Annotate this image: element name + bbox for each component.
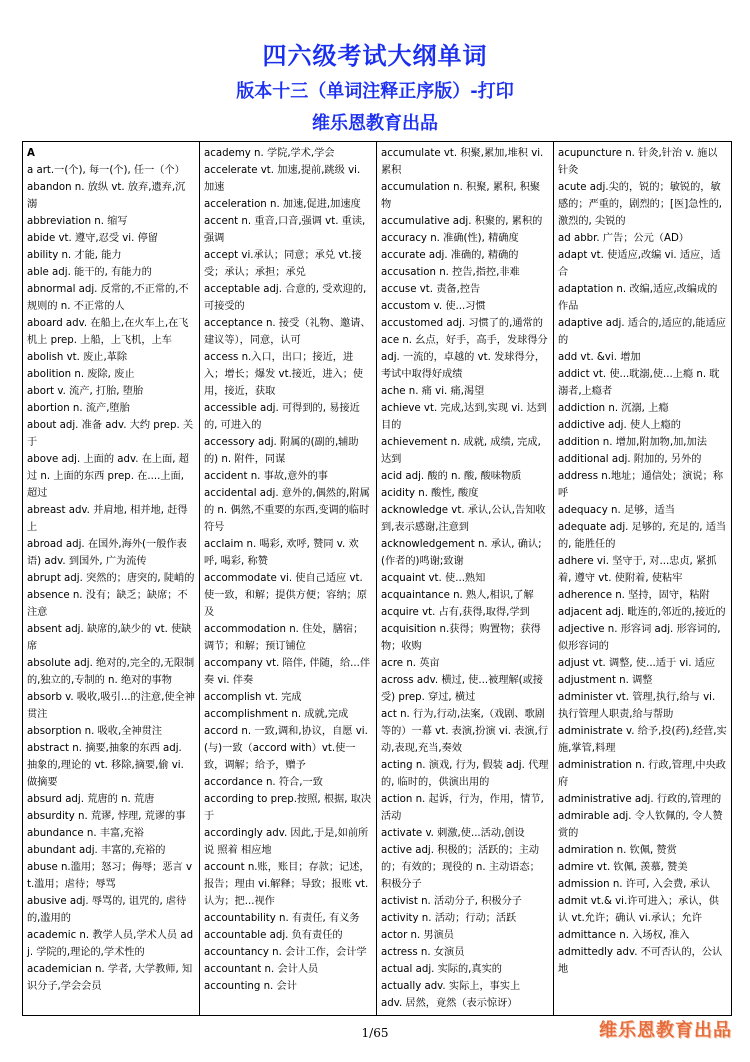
vocabulary-entry: acupuncture n. 针灸,针治 v. 施以针灸 [558,148,718,176]
vocabulary-entry: accommodation n. 住处，膳宿；调节；和解；预订铺位 [204,624,364,652]
vocabulary-entry: adequacy n. 足够，适当 [558,505,675,516]
vocabulary-entry: accountancy n. 会计工作，会计学 [204,947,367,958]
vocabulary-entry: adjust vt. 调整, 使...适于 vi. 适应 [558,658,716,669]
vocabulary-entry: ad abbr. 广告；公元（AD） [558,233,689,244]
vocabulary-entry: about adj. 准备 adv. 大约 prep. 关于 [27,420,194,448]
vocabulary-entry: accountability n. 有责任, 有义务 [204,913,360,924]
vocabulary-entry: act n. 行为,行动,法案,（戏剧、歌剧等的）一幕 vt. 表演,扮演 vi. 表演,行动,表现,充当,奏效 [381,709,549,754]
vocabulary-entry: acquisition n.获得；购置物；获得物；收购 [381,624,541,652]
vocabulary-entry: actually adv. 实际上，事实上 [381,981,521,992]
vocabulary-entry: adjective n. 形容词 adj. 形容词的,似形容词的 [558,624,721,652]
vocabulary-column-2 [200,142,377,1015]
vocabulary-entry: addictive adj. 使人上瘾的 [558,420,681,431]
vocabulary-entry: access n.入口，出口；接近，进入；增长；爆发 vt.接近，进入；使用，接近，获取 [204,352,364,397]
vocabulary-entry: abundant adj. 丰富的,充裕的 [27,845,166,856]
vocabulary-entry: activity n. 活动；行动；活跃 [381,913,517,924]
publisher-watermark: 维乐恩教育出品 [599,1020,732,1041]
vocabulary-entry: abolition n. 废除, 废止 [27,369,135,380]
vocabulary-entry: accidental adj. 意外的,偶然的,附属的 n. 偶然,不重要的东西,变调的临时符号 [204,488,370,533]
vocabulary-entry: adv. 居然，竟然（表示惊讶） [381,998,518,1009]
vocabulary-entry: abandon n. 放纵 vt. 放弃,遗弃,沉溺 [27,182,186,210]
vocabulary-entry: accelerate vt. 加速,提前,跳级 vi. 加速 [204,165,361,193]
document-subtitle: 版本十三（单词注释正序版）-打印 [236,81,514,102]
vocabulary-entry: additional adj. 附加的, 另外的 [558,454,702,465]
vocabulary-entry: accuracy n. 准确(性), 精确度 [381,233,519,244]
vocabulary-entry: acquire vt. 占有,获得,取得,学到 [381,607,530,618]
vocabulary-entry: addict vt. 使...耽溺,使...上瘾 n. 耽溺者,上瘾者 [558,369,720,397]
vocabulary-entry: accord n. 一致,调和,协议，自愿 vi. (与)一致（accord with）vt.使一致，调解；给予，赠予 [204,726,368,771]
vocabulary-column-1 [23,142,200,1015]
vocabulary-entry: acknowledgement n. 承认, 确认;(作者的)鸣谢;致谢 [381,539,542,567]
vocabulary-entry: administration n. 行政,管理,中央政府 [558,760,726,788]
vocabulary-entry: administrate v. 给予,投(药),经营,实施,掌管,料理 [558,726,727,754]
document-publisher: 维乐恩教育出品 [312,113,438,134]
vocabulary-entry: aboard adv. 在船上,在火车上,在飞机上 prep. 上船，上飞机，上车 [27,318,189,346]
vocabulary-entry: across adv. 横过, 使...被理解(或接受) prep. 穿过, 横过 [381,675,543,703]
vocabulary-entry: acclaim n. 喝彩, 欢呼, 赞同 v. 欢呼, 喝彩, 称赞 [204,539,359,567]
vocabulary-entry: activate v. 刺激,使...活动,创设 [381,828,525,839]
vocabulary-entry: adequate adj. 足够的, 充足的, 适当的, 能胜任的 [558,522,727,550]
vocabulary-entry: abundance n. 丰富,充裕 [27,828,144,839]
vocabulary-entry: abroad adj. 在国外,海外(一般作表语) adv. 到国外, 广为流传 [27,539,187,567]
vocabulary-entry: accessory adj. 附属的(副的,辅助的) n. 附件，同谋 [204,437,359,465]
vocabulary-entry: academic n. 教学人员,学术人员 adj. 学院的,理论的,学术性的 [27,930,194,958]
vocabulary-entry: a art.一(个), 每一(个), 任一（个） [27,165,185,176]
vocabulary-entry: abstract n. 摘要,抽象的东西 adj. 抽象的,理论的 vt. 移除,摘要,偷 vi. 做摘要 [27,743,184,788]
vocabulary-entry: academy n. 学院,学术,学会 [204,148,335,159]
vocabulary-entry: admiration n. 钦佩, 赞赏 [558,845,677,856]
vocabulary-entry: acceleration n. 加速,促进,加速度 [204,199,361,210]
vocabulary-entry: according to prep.按照, 根据, 取决于 [204,794,372,822]
vocabulary-entry: acceptable adj. 合意的, 受欢迎的,可接受的 [204,284,367,312]
vocabulary-entry: admittedly adv. 不可否认的，公认地 [558,947,723,975]
vocabulary-entry: abuse n.滥用；怒习；侮辱；恶言 vt.滥用；虐待；辱骂 [27,862,193,890]
vocabulary-entry: abnormal adj. 反常的,不正常的,不规则的 n. 不正常的人 [27,284,189,312]
vocabulary-entry: action n. 起诉，行为，作用，情节,活动 [381,794,544,822]
document-header [0,40,750,138]
vocabulary-entry: acting n. 演戏, 行为, 假装 adj. 代理的, 临时的，供演出用的 [381,760,549,788]
vocabulary-column-4 [554,142,731,1015]
vocabulary-entry: adaptive adj. 适合的,适应的,能适应的 [558,318,726,346]
vocabulary-entry: accordance n. 符合,一致 [204,777,323,788]
vocabulary-entry: acidity n. 酸性, 酸度 [381,488,479,499]
vocabulary-entry: acre n. 英亩 [381,658,440,669]
section-letter: A [27,148,35,159]
vocabulary-entry: accurate adj. 准确的, 精确的 [381,250,519,261]
vocabulary-entry: addition n. 增加,附加物,加,加法 [558,437,707,448]
vocabulary-entry: admirable adj. 令人钦佩的, 令人赞赏的 [558,811,723,839]
vocabulary-entry: accident n. 事故,意外的事 [204,471,328,482]
document-title: 四六级考试大纲单词 [262,42,488,70]
vocabulary-entry: abbreviation n. 缩写 [27,216,128,227]
vocabulary-entry: adjacent adj. 毗连的,邻近的,接近的 [558,607,726,618]
vocabulary-entry: above adj. 上面的 adv. 在上面, 超过 n. 上面的东西 prep. 在....上面, 超过 [27,454,189,499]
vocabulary-entry: add vt. &vi. 增加 [558,352,641,363]
vocabulary-entry: achievement n. 成就, 成绩, 完成, 达到 [381,437,541,465]
vocabulary-entry: adhere vi. 坚守于, 对...忠贞, 紧抓着, 遵守 vt. 使附着, 使粘牢 [558,556,717,584]
vocabulary-entry: accountant n. 会计人员 [204,964,319,975]
vocabulary-entry: accent n. 重音,口音,强调 vt. 重读,强调 [204,216,366,244]
vocabulary-entry: abusive adj. 辱骂的, 诅咒的, 虐待的,滥用的 [27,896,187,924]
vocabulary-entry: acquaint vt. 使...熟知 [381,573,486,584]
vocabulary-entry: accustom v. 使...习惯 [381,301,486,312]
vocabulary-entry: absurd adj. 荒唐的 n. 荒唐 [27,794,155,805]
vocabulary-entry: accumulation n. 积聚, 累积, 积聚物 [381,182,541,210]
vocabulary-entry: abolish vt. 废止,革除 [27,352,128,363]
vocabulary-entry: accustomed adj. 习惯了的,通常的 [381,318,543,329]
vocabulary-entry: accumulative adj. 积聚的, 累积的 [381,216,543,227]
vocabulary-entry: academician n. 学者, 大学教师, 知识分子,学会会员 [27,964,193,992]
vocabulary-entry: accounting n. 会计 [204,981,297,992]
vocabulary-entry: admit vt.& vi.许可进入；承认，供认 vt.允许；确认 vi.承认；允许 [558,896,719,924]
vocabulary-entry: abort v. 流产, 打胎, 堕胎 [27,386,144,397]
vocabulary-entry: acid adj. 酸的 n. 酸, 酸味物质 [381,471,522,482]
vocabulary-entry: addiction n. 沉溺, 上瘾 [558,403,669,414]
vocabulary-entry: absent adj. 缺席的,缺少的 vt. 使缺席 [27,624,192,652]
vocabulary-entry: accommodate vi. 使自己适应 vt. 使一致，和解；提供方便；容纳；原及 [204,573,367,618]
vocabulary-entry: absence n. 没有；缺乏；缺席；不注意 [27,590,188,618]
vocabulary-entry: abrupt adj. 突然的；唐突的, 陡峭的 [27,573,195,584]
vocabulary-entry: achieve vt. 完成,达到,实现 vi. 达到目的 [381,403,547,431]
vocabulary-entry: accomplishment n. 成就,完成 [204,709,349,720]
vocabulary-entry: acute adj.尖的，锐的；敏锐的，敏感的；严重的，剧烈的；[医]急性的, 激烈的, 尖锐的 [558,182,722,227]
vocabulary-entry: adaptation n. 改编,适应,改编成的作品 [558,284,718,312]
vocabulary-entry: accumulate vt. 积聚,累加,堆积 vi. 累积 [381,148,544,176]
vocabulary-entry: absolute adj. 绝对的,完全的,无限制的,独立的,专制的 n. 绝对的事物 [27,658,195,686]
page-number: 1/65 [361,1026,389,1040]
vocabulary-entry: administrative adj. 行政的,管理的 [558,794,722,805]
vocabulary-entry: acceptance n. 接受（礼物、邀请、建议等），同意，认可 [204,318,371,346]
vocabulary-entry: able adj. 能干的, 有能力的 [27,267,152,278]
vocabulary-entry: accompany vt. 陪伴, 伴随，给...伴奏 vi. 伴奏 [204,658,371,686]
vocabulary-entry: accountable adj. 负有责任的 [204,930,343,941]
vocabulary-entry: ace n. 幺点，好手，高手，发球得分 adj. 一流的，卓越的 vt. 发球得分，考试中取得好成绩 [381,335,548,380]
vocabulary-entry: admire vt. 钦佩, 羡慕, 赞美 [558,862,688,873]
vocabulary-entry: actress n. 女演员 [381,947,465,958]
vocabulary-entry: accordingly adv. 因此,于是,如前所说 照着 相应地 [204,828,369,856]
vocabulary-entry: admission n. 许可, 入会费, 承认 [558,879,711,890]
vocabulary-column-3 [377,142,554,1015]
vocabulary-entry: adherence n. 坚持，固守，粘附 [558,590,710,601]
vocabulary-entry: accusation n. 控告,指控,非难 [381,267,520,278]
vocabulary-entry: active adj. 积极的；活跃的；主动的；有效的；现役的 n. 主动语态；积极分子 [381,845,540,890]
vocabulary-entry: abide vt. 遵守,忍受 vi. 停留 [27,233,158,244]
vocabulary-entry: absorb v. 吸收,吸引...的注意,使全神贯注 [27,692,195,720]
vocabulary-entry: accuse vt. 责备,控告 [381,284,481,295]
vocabulary-entry: acknowledge vt. 承认,公认,告知收到,表示感谢,注意到 [381,505,546,533]
vocabulary-entry: actual adj. 实际的,真实的 [381,964,502,975]
vocabulary-entry: absurdity n. 荒谬, 悖理, 荒谬的事 [27,811,186,822]
vocabulary-entry: ability n. 才能, 能力 [27,250,122,261]
vocabulary-entry: adjustment n. 调整 [558,675,653,686]
vocabulary-entry: address n.地址；通信处；演说；称呼 [558,471,724,499]
vocabulary-entry: activist n. 活动分子, 积极分子 [381,896,522,907]
vocabulary-entry: abortion n. 流产,堕胎 [27,403,130,414]
vocabulary-entry: account n.账，账目；存款；记述，报告；理由 vi.解释；导致；报账 vt.认为；把...视作 [204,862,370,907]
vocabulary-entry: administer vt. 管理,执行,给与 vi. 执行管理人职责,给与帮助 [558,692,716,720]
vocabulary-entry: accessible adj. 可得到的, 易接近的, 可进入的 [204,403,360,431]
vocabulary-entry: actor n. 男演员 [381,930,454,941]
vocabulary-entry: acquaintance n. 熟人,相识,了解 [381,590,534,601]
vocabulary-entry: absorption n. 吸收,全神贯注 [27,726,162,737]
vocabulary-entry: accomplish vt. 完成 [204,692,302,703]
vocabulary-entry: ache n. 痛 vi. 痛,渴望 [381,386,485,397]
vocabulary-entry: accept vi.承认；同意；承兑 vt.接受；承认；承担；承兑 [204,250,362,278]
vocabulary-entry: abreast adv. 并肩地, 相并地, 赶得上 [27,505,188,533]
vocabulary-entry: adapt vt. 使适应,改编 vi. 适应，适合 [558,250,721,278]
vocabulary-columns [22,141,732,1016]
vocabulary-entry: admittance n. 入场权, 准入 [558,930,690,941]
